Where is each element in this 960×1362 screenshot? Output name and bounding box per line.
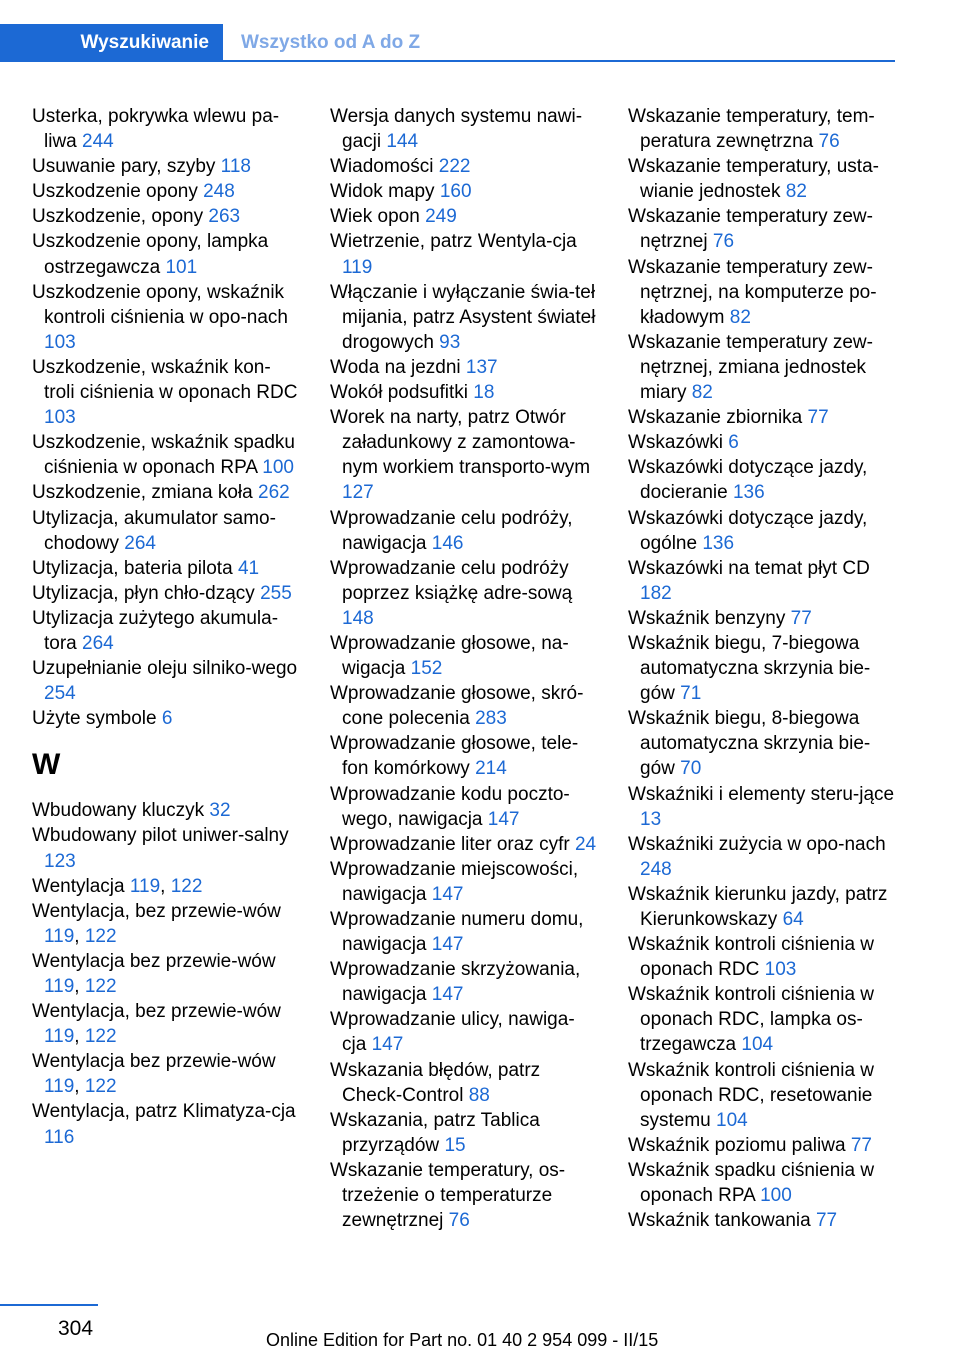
index-entry: [628, 631, 896, 706]
index-entry: [330, 179, 598, 204]
index-term: Wprowadzanie głosowe, tele-fon komórkowy: [330, 733, 579, 780]
index-term: Wskaźnik spadku ciśnienia w oponach RPA: [628, 1159, 875, 1207]
header-divider: [0, 60, 895, 62]
edition-text: Online Edition for Part no. 01 40 2 954 099 - II/15: [266, 1330, 659, 1350]
page-reference-link[interactable]: 6: [728, 432, 739, 454]
index-term: Wskazanie temperatury, os-trzeżenie o temperaturze zewnętrznej: [330, 1159, 566, 1232]
index-entry: [330, 405, 598, 505]
tab-a-to-z-label: Wszystko od A do Z: [241, 32, 421, 53]
index-entry: [628, 932, 896, 982]
index-term: Wskazania, patrz Tablica przyrządów: [330, 1109, 540, 1156]
index-term: Wprowadzanie ulicy, nawiga-cja: [330, 1009, 575, 1056]
index-term: Uszkodzenie, wskaźnik kon-troli ciśnienia w oponach RDC: [32, 356, 298, 404]
index-entry: [628, 1058, 896, 1133]
page-reference-link[interactable]: 71: [680, 683, 702, 705]
index-term: Włączanie i wyłączanie świa-teł mijania, patrz Asystent świateł drogowych: [330, 281, 596, 353]
index-term: Uszkodzenie opony, wskaźnik kontroli ciśnienia w opo-nach: [32, 281, 288, 328]
page-reference-link[interactable]: 13: [640, 808, 662, 830]
index-entry: [32, 506, 300, 556]
index-term: Wentylacja, bez przewie-wów: [32, 1001, 281, 1023]
index-entry: [628, 782, 896, 832]
page-reference-link[interactable]: 122: [170, 875, 203, 897]
index-entry: Wentylacja 119, 122: [32, 875, 203, 897]
index-entry: [628, 1158, 896, 1208]
index-entry: [32, 104, 300, 154]
page-reference-link[interactable]: 6: [161, 708, 173, 730]
index-term: Wentylacja, bez przewie-wów: [32, 900, 281, 922]
page-reference-link[interactable]: 248: [203, 181, 235, 203]
index-term: Wprowadzanie celu podróży poprzez książkę adre-sową: [330, 557, 573, 604]
page-reference-link[interactable]: 76: [818, 131, 840, 153]
page-reference-link[interactable]: 76: [448, 1210, 470, 1232]
page-reference-link[interactable]: 15: [444, 1134, 466, 1156]
index-term: Wskaźnik biegu, 8-biegowa automatyczna skrzynia bie-gów: [628, 708, 871, 780]
index-term: Wskaźnik kierunku jazdy, patrz Kierunkowskazy: [628, 883, 888, 930]
index-term: Wskazówki: [628, 432, 724, 454]
index-entry: [628, 204, 896, 254]
index-term: Wprowadzanie skrzyżowania, nawigacja: [330, 959, 581, 1006]
page-reference-link[interactable]: 222: [438, 156, 471, 178]
page-reference-link[interactable]: 144: [386, 131, 419, 153]
page-number: 304: [58, 1317, 94, 1340]
index-term: Wprowadzanie liter oraz cyfr: [330, 833, 570, 855]
index-term: Utylizacja zużytego akumula-tora: [32, 607, 279, 654]
index-entry: [330, 832, 598, 857]
index-term: Worek na narty, patrz Otwór załadunkowy z zamontowa-nym workiem transporto-wym: [330, 407, 591, 479]
index-entry: [32, 430, 300, 480]
index-term: Utylizacja, bateria pilota: [32, 557, 233, 579]
page-reference-link[interactable]: 283: [475, 708, 507, 730]
page-reference-link[interactable]: 101: [165, 256, 198, 278]
tab-search[interactable]: [0, 24, 223, 62]
index-term: Wskazanie temperatury zew-nętrznej, zmiana jednostek miary: [628, 331, 873, 404]
index-entry: [628, 982, 896, 1057]
index-term: Uszkodzenie opony, lampka ostrzegawcza: [32, 231, 269, 278]
page-reference-link[interactable]: 88: [468, 1084, 490, 1106]
page-reference-link[interactable]: 77: [790, 607, 812, 629]
index-entry: [32, 154, 300, 179]
index-term: Usterka, pokrywka wlewu pa-liwa: [32, 106, 280, 153]
page-reference-link[interactable]: 41: [237, 557, 260, 579]
index-entry: [330, 857, 598, 907]
index-entry: [330, 154, 598, 179]
index-term: Wskazanie zbiornika: [628, 407, 803, 429]
index-entry: Wentylacja bez przewie-wów 119, 122: [32, 1051, 276, 1098]
index-term: Wskaźnik kontroli ciśnienia w oponach RDC: [628, 934, 875, 981]
index-entry: [330, 556, 598, 631]
index-term: Wskazanie temperatury, tem-peratura zewnętrzna: [628, 106, 875, 153]
page-reference-link[interactable]: 122: [84, 976, 117, 997]
index-term: Wskaźniki zużycia w opo-nach: [628, 833, 886, 855]
index-term: Wskazanie temperatury zew-nętrznej, na komputerze po-kładowym: [628, 256, 877, 328]
index-term: Wersja danych systemu nawi-gacji: [330, 106, 583, 153]
index-entry: [32, 798, 300, 823]
page-reference-link[interactable]: 119: [44, 1026, 75, 1048]
page-reference-link[interactable]: 147: [431, 934, 464, 956]
page-reference-link[interactable]: 70: [680, 758, 702, 780]
index-term: Wiadomości: [330, 156, 434, 178]
index-term: Wprowadzanie głosowe, skró-cone polecenia: [330, 683, 584, 730]
index-entry: [330, 681, 598, 731]
page-reference-link[interactable]: 214: [475, 758, 507, 780]
index-entry: [330, 355, 598, 380]
page-reference-link[interactable]: 24: [574, 833, 597, 855]
letter-heading-w: W: [32, 748, 61, 782]
index-term: Wskazanie temperatury zew-nętrznej: [628, 206, 873, 253]
index-entry: [330, 631, 598, 681]
index-term: Wskaźnik poziomu paliwa: [628, 1134, 846, 1156]
index-term: Wbudowany pilot uniwer-salny: [32, 825, 289, 847]
index-entry: [628, 104, 896, 154]
index-entry: [32, 656, 300, 706]
page-reference-link[interactable]: 248: [640, 858, 672, 880]
page-reference-link[interactable]: 104: [716, 1109, 748, 1131]
page-reference-link[interactable]: 100: [262, 457, 294, 479]
index-term: Wprowadzanie celu podróży, nawigacja: [330, 507, 573, 554]
index-term: Wentylacja, patrz Klimatyza-cja: [32, 1101, 296, 1123]
page-reference-link[interactable]: 32: [209, 800, 231, 822]
index-term: Widok mapy: [330, 181, 435, 203]
index-entry: [628, 882, 896, 932]
page-header: [0, 0, 960, 70]
page-reference-link[interactable]: 147: [431, 984, 464, 1006]
index-entry: [330, 1007, 598, 1057]
index-entry: [628, 706, 896, 781]
index-entry: [32, 179, 300, 204]
footer-divider: [0, 1304, 98, 1306]
index-term: Wentylacja: [32, 875, 125, 897]
index-term: Usuwanie pary, szyby: [32, 156, 216, 178]
index-term: Utylizacja, płyn chło-dzący: [32, 582, 255, 604]
page-reference-link[interactable]: 118: [220, 156, 251, 178]
index-term: Wbudowany kluczyk: [32, 800, 205, 822]
index-entry: [628, 154, 896, 204]
index-entry: [330, 229, 598, 279]
index-column-3: [628, 104, 896, 1233]
page-reference-link[interactable]: 82: [729, 306, 751, 328]
page-reference-link[interactable]: 100: [760, 1185, 792, 1207]
index-term: Uszkodzenie, opony: [32, 206, 204, 228]
page-reference-link[interactable]: 93: [439, 331, 461, 353]
page-reference-link[interactable]: 103: [44, 331, 76, 353]
index-entry: [32, 1099, 300, 1149]
index-entry: [330, 380, 598, 405]
page-reference-link[interactable]: 146: [431, 532, 464, 554]
index-term: Wskaźnik kontroli ciśnienia w oponach RDC, resetowanie systemu: [628, 1059, 875, 1131]
index-term: Wskaźnik benzyny: [628, 607, 786, 629]
index-entry: [330, 280, 598, 355]
index-entry: [330, 782, 598, 832]
index-column-2: [330, 104, 598, 1233]
index-entry: [628, 1133, 896, 1158]
page-reference-link[interactable]: 77: [807, 407, 829, 429]
index-column-1: [32, 104, 300, 1150]
index-entry: [32, 229, 300, 279]
index-term: Wiek opon: [330, 206, 420, 228]
entry-list: [330, 104, 598, 1233]
index-term: Wokół podsufitki: [330, 382, 468, 404]
index-term: Wskaźnik tankowania: [628, 1210, 811, 1232]
index-entry: Wentylacja bez przewie-wów 119, 122: [32, 950, 276, 997]
index-term: Wentylacja bez przewie-wów: [32, 950, 276, 972]
index-term: Wietrzenie, patrz Wentyla-cja: [330, 231, 577, 253]
page-reference-link[interactable]: 264: [124, 532, 156, 554]
index-entry: [628, 606, 896, 631]
index-entry: [330, 731, 598, 781]
page-reference-link[interactable]: 103: [764, 959, 797, 981]
index-entry: [330, 204, 598, 229]
index-entry: [628, 330, 896, 405]
page-reference-link[interactable]: 152: [410, 658, 443, 680]
index-term: Wprowadzanie numeru domu, nawigacja: [330, 909, 584, 956]
index-entry: [628, 506, 896, 556]
index-entry: [32, 480, 300, 505]
index-term: Wskaźnik biegu, 7-biegowa automatyczna skrzynia bie-gów: [628, 632, 871, 705]
index-entry: [32, 556, 300, 581]
page-reference-link[interactable]: 127: [342, 482, 374, 504]
page-reference-link[interactable]: 76: [712, 231, 735, 253]
page-reference-link[interactable]: 82: [785, 181, 807, 203]
page-reference-link[interactable]: 244: [82, 131, 114, 153]
index-entry: [32, 581, 300, 606]
page-reference-link[interactable]: 77: [850, 1134, 872, 1156]
index-term: Wskazania błędów, patrz Check-Control: [330, 1059, 541, 1106]
index-entry: Wentylacja, bez przewie-wów 119, 122: [32, 900, 281, 947]
index-term: Wskaźniki i elementy steru-jące: [628, 783, 895, 805]
index-term: Utylizacja, akumulator samo-chodowy: [32, 507, 276, 554]
page-reference-link[interactable]: 136: [732, 482, 765, 504]
index-entry: [330, 1058, 598, 1108]
index-term: Wskazówki dotyczące jazdy, ogólne: [628, 507, 868, 554]
index-entry: [330, 1108, 598, 1158]
page-reference-link[interactable]: 160: [439, 181, 472, 203]
page-reference-link[interactable]: 64: [782, 909, 804, 930]
index-entry: Wentylacja, bez przewie-wów 119, 122: [32, 1001, 281, 1048]
entry-list: [628, 104, 896, 1233]
page-reference-link[interactable]: 147: [371, 1034, 404, 1056]
page-reference-link[interactable]: 255: [260, 582, 292, 604]
entry-list-u: [32, 104, 300, 731]
index-entry: [330, 1158, 598, 1233]
page-reference-link[interactable]: 119: [44, 976, 75, 997]
index-term: Uszkodzenie, zmiana koła: [32, 482, 253, 504]
tab-search-label: Wyszukiwanie: [80, 32, 209, 53]
index-entry: [32, 706, 300, 731]
index-term: Uszkodzenie, wskaźnik spadku ciśnienia w oponach RPA: [32, 432, 295, 479]
page-reference-link[interactable]: 147: [487, 808, 520, 830]
index-entry: [330, 506, 598, 556]
index-entry: [32, 606, 300, 656]
index-term: Wprowadzanie miejscowości, nawigacja: [330, 858, 579, 905]
index-term: Woda na jezdni: [330, 356, 461, 378]
index-entry: [330, 907, 598, 957]
page-reference-link[interactable]: 82: [691, 382, 713, 404]
index-entry: [32, 280, 300, 355]
page-reference-link[interactable]: 122: [84, 1076, 117, 1098]
index-term: Wentylacja bez przewie-wów: [32, 1051, 276, 1073]
index-term: Użyte symbole: [32, 708, 157, 730]
index-term: Wprowadzanie kodu poczto-wego, nawigacja: [330, 783, 570, 830]
index-entry: [32, 204, 300, 229]
page-reference-link[interactable]: 122: [84, 925, 117, 947]
index-entry: [628, 255, 896, 330]
page-reference-link[interactable]: 119: [44, 925, 75, 947]
page-reference-link[interactable]: 148: [342, 607, 374, 629]
index-term: Uszkodzenie opony: [32, 181, 198, 203]
index-term: Wskazanie temperatury, usta-wianie jednostek: [628, 156, 879, 203]
index-term: Wskazówki dotyczące jazdy, docieranie: [628, 457, 868, 504]
index-entry: [628, 556, 896, 606]
page-reference-link[interactable]: 147: [431, 883, 464, 905]
page-reference-link[interactable]: 119: [342, 256, 373, 278]
entry-list-w: [32, 798, 300, 1149]
page-reference-link[interactable]: 119: [129, 875, 161, 897]
page-reference-link[interactable]: 103: [44, 407, 76, 429]
page-reference-link[interactable]: 264: [82, 632, 114, 654]
index-entry: [330, 957, 598, 1007]
page-reference-link[interactable]: 182: [640, 582, 672, 604]
index-entry: [330, 104, 598, 154]
index-entry: [628, 832, 896, 882]
index-entry: [628, 455, 896, 505]
page-reference-link[interactable]: 104: [741, 1034, 774, 1056]
index-entry: [628, 1208, 896, 1233]
page-reference-link[interactable]: 122: [84, 1026, 117, 1048]
index-entry: [32, 355, 300, 430]
page-reference-link[interactable]: 18: [473, 382, 495, 404]
page-reference-link[interactable]: 263: [208, 206, 241, 228]
index-term: Wprowadzanie głosowe, na-wigacja: [330, 632, 569, 680]
page-reference-link[interactable]: 254: [44, 683, 76, 705]
index-term: Uzupełnianie oleju silniko-wego: [32, 658, 298, 680]
page-reference-link[interactable]: 136: [702, 532, 735, 554]
index-entry: [628, 430, 896, 455]
page-reference-link[interactable]: 119: [44, 1076, 75, 1098]
page-reference-link[interactable]: 249: [425, 206, 457, 228]
page-reference-link[interactable]: 77: [815, 1210, 838, 1232]
page-reference-link[interactable]: 137: [465, 356, 498, 378]
index-entry: [32, 823, 300, 873]
tab-a-to-z[interactable]: [241, 24, 420, 62]
page-reference-link[interactable]: 123: [44, 850, 76, 872]
page-reference-link[interactable]: 262: [258, 482, 290, 504]
index-term: Wskazówki na temat płyt CD: [628, 557, 870, 579]
page-reference-link[interactable]: 116: [44, 1126, 75, 1148]
index-term: Wskaźnik kontroli ciśnienia w oponach RDC, lampka os-trzegawcza: [628, 984, 875, 1056]
index-entry: [628, 405, 896, 430]
